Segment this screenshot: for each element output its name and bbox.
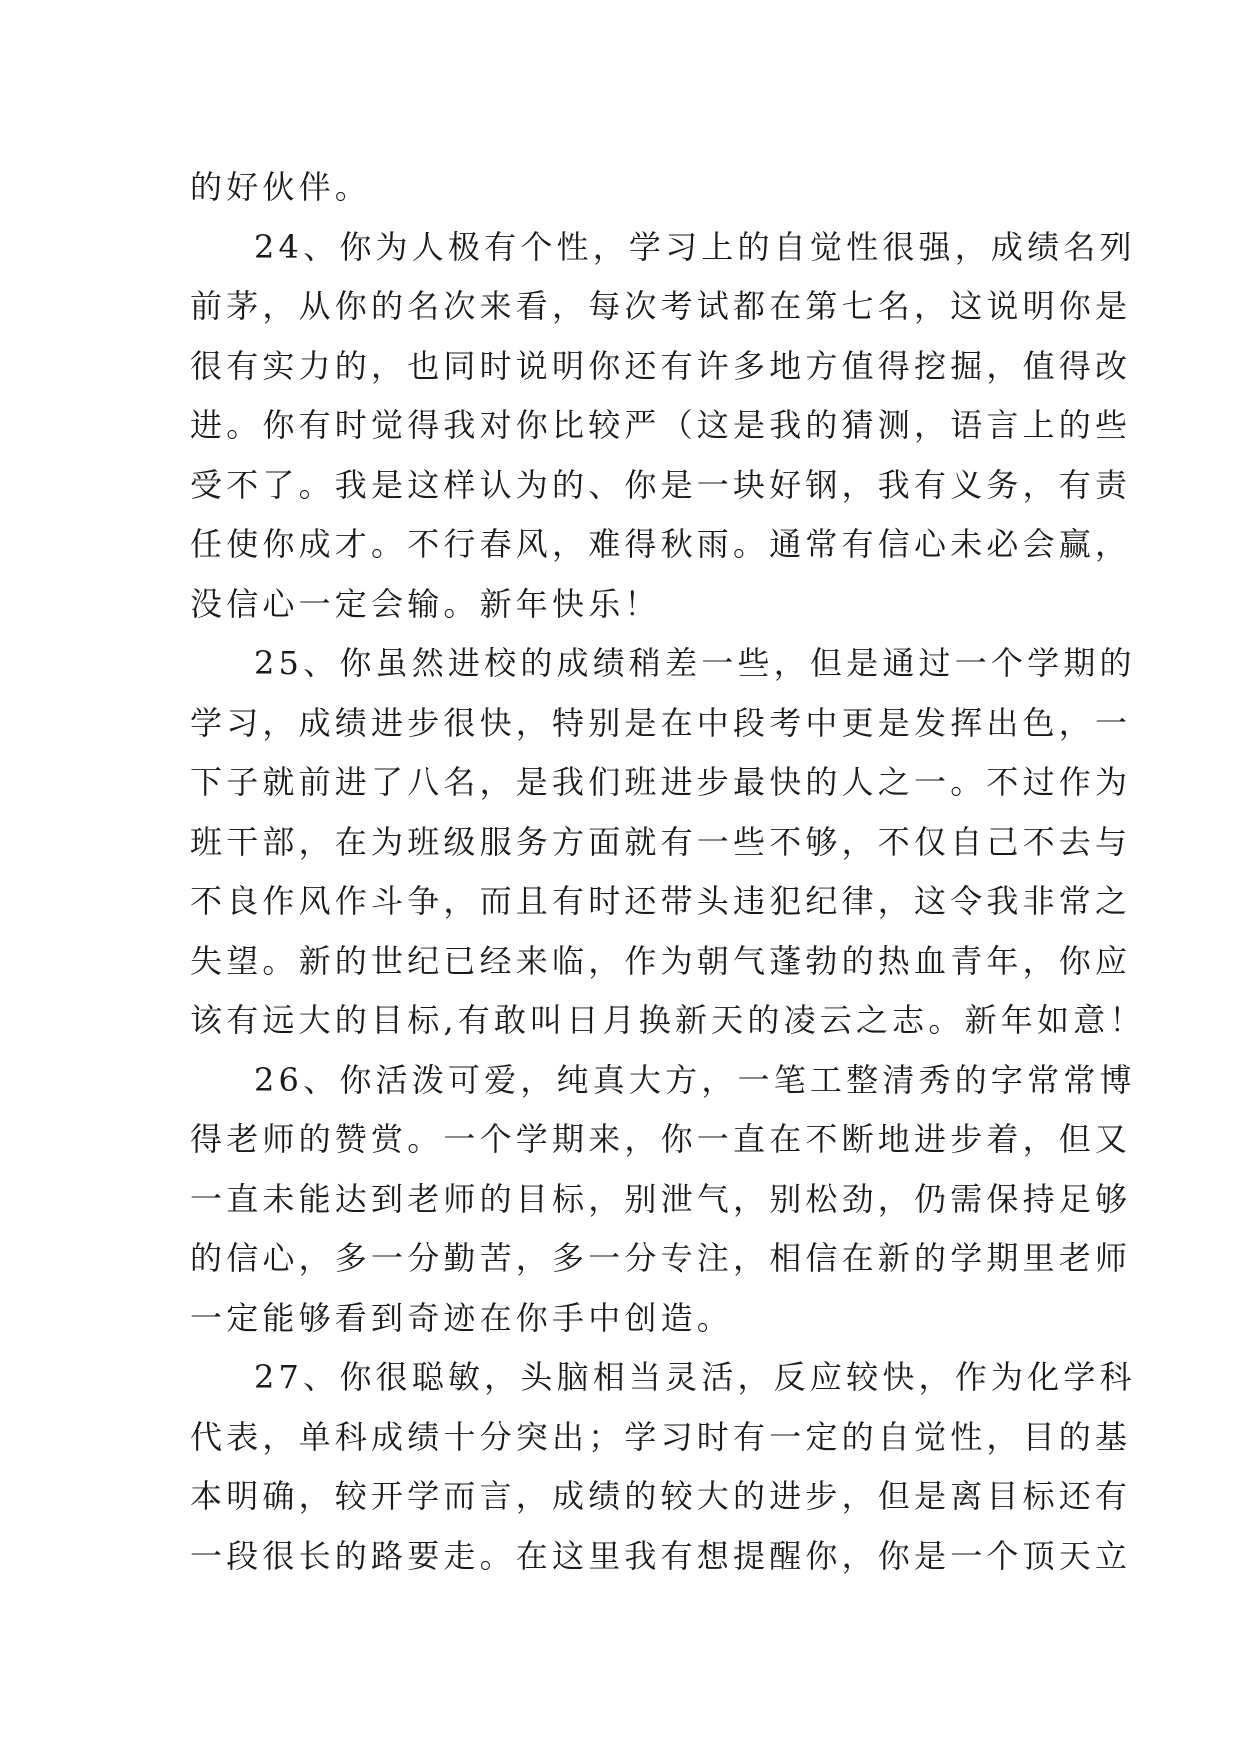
text-line: 没信心一定会输。新年快乐！ <box>190 584 661 623</box>
text-line: 26、你活泼可爱，纯真大方，一笔工整清秀的字常常博 <box>254 1060 1136 1099</box>
text-line: 得老师的赞赏。一个学期来，你一直在不断地进步着，但又 <box>190 1120 1132 1158</box>
document-body <box>190 158 1146 1586</box>
paragraph <box>190 158 1070 218</box>
text-line: 很有实力的，也同时说明你还有许多地方值得挖掘，值得改 <box>190 346 1132 385</box>
text-line: 25、你虽然进校的成绩稍差一些，但是通过一个学期的 <box>254 644 1136 682</box>
text-line: 下子就前进了八名，是我们班进步最快的人之一。不过作为 <box>190 763 1132 801</box>
text-line: 班干部，在为班级服务方面就有一些不够，不仅自己不去与 <box>190 822 1132 861</box>
text-line: 的信心，多一分勤苦，多一分专注，相信在新的学期里老师 <box>190 1239 1132 1277</box>
text-line: 24、你为人极有个性，学习上的自觉性很强，成绩名列 <box>254 227 1136 266</box>
text-line: 一直未能达到老师的目标，别泄气，别松劲，仍需保持足够 <box>190 1179 1132 1218</box>
text-line: 的好伙伴。 <box>190 168 372 206</box>
text-line: 受不了。我是这样认为的、你是一块好钢，我有义务，有责 <box>190 465 1132 504</box>
text-line: 前茅，从你的名次来看，每次考试都在第七名，这说明你是 <box>190 287 1132 325</box>
text-line: 进。你有时觉得我对你比较严（这是我的猜测，语言上的些 <box>190 406 1132 444</box>
text-line: 一定能够看到奇迹在你手中创造。 <box>190 1298 734 1337</box>
text-line: 代表，单科成绩十分突出；学习时有一定的自觉性，目的基 <box>190 1417 1132 1456</box>
paragraph <box>190 634 1146 1051</box>
paragraph <box>190 218 1136 635</box>
text-line: 不良作风作斗争，而且有时还带头违犯纪律，这令我非常之 <box>190 882 1132 920</box>
text-line: 27、你很聪敏，头脑相当灵活，反应较快，作为化学科 <box>254 1358 1136 1396</box>
paragraph <box>190 1348 1136 1586</box>
text-line: 学习，成绩进步很快，特别是在中段考中更是发挥出色，一 <box>190 703 1132 742</box>
text-line: 失望。新的世纪已经来临，作为朝气蓬勃的热血青年，你应 <box>190 941 1132 980</box>
text-line: 本明确，较开学而言，成绩的较大的进步，但是离目标还有 <box>190 1477 1132 1515</box>
text-line: 任使你成才。不行春风，难得秋雨。通常有信心未必会赢， <box>190 525 1132 563</box>
text-line: 该有远大的目标,有敢叫日月换新天的凌云之志。新年如意！ <box>190 1001 1146 1039</box>
paragraph <box>190 1051 1136 1349</box>
text-line: 一段很长的路要走。在这里我有想提醒你，你是一个顶天立 <box>190 1536 1132 1575</box>
